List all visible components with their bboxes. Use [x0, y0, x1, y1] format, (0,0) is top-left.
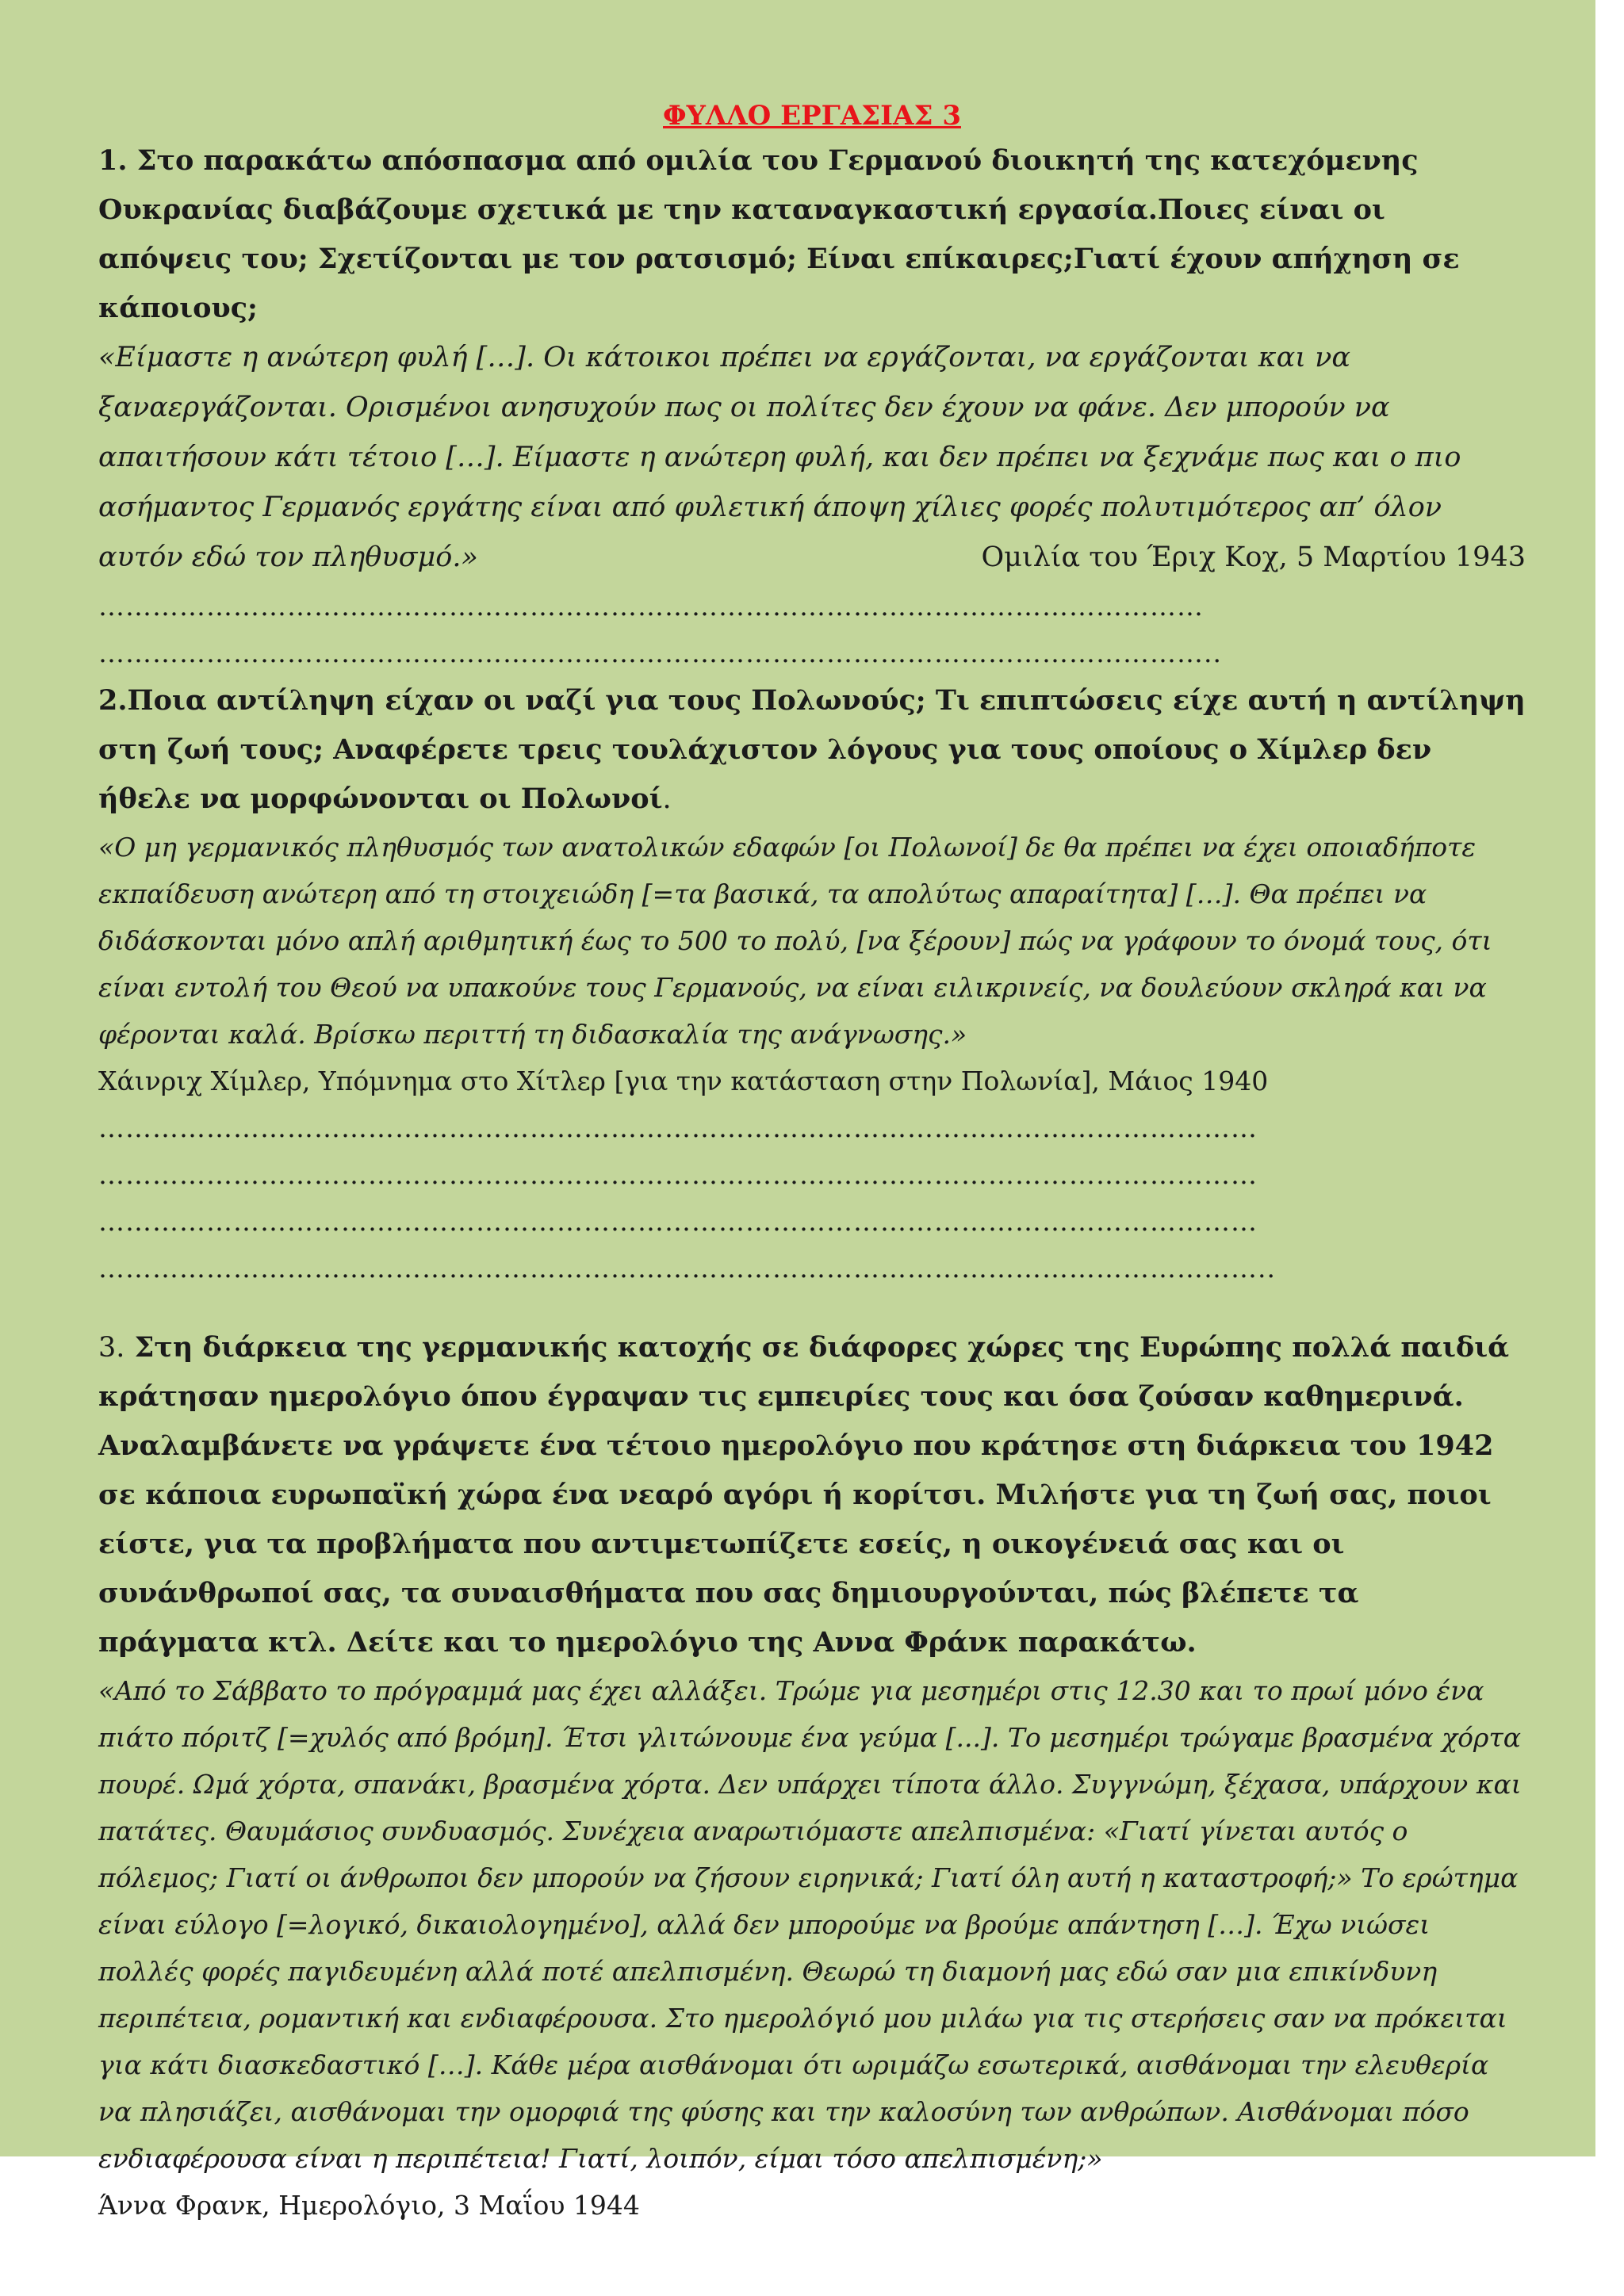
question-1-quote: «Είμαστε η ανώτερη φυλή […]. Οι κάτοικοι πρέπει να εργάζονται, να εργάζονται και να ξαναεργάζονται. Ορισμένοι ανησυχούν πως οι πολίτες δεν έχουν να φάνε. Δεν μπορούν να απαιτήσουν κάτι τέτοιο […]. Είμαστε η ανώτερη φυλή, και δεν πρέπει να ξεχνάμε πως και ο πιο ασήμαντος Γερμανός εργάτης είναι από φυλετική άποψη χίλιες φορές πολυτιμότερος απ’ όλον — [98, 342, 1461, 523]
question-3-source: Άννα Φρανκ, Ημερολόγιο, 3 Μαΐου 1944 — [98, 2190, 640, 2221]
answer-line[interactable]: ………………………………………………………………………………………………………………… — [98, 1159, 1258, 1190]
question-3-question: Στη διάρκεια της γερμανικής κατοχής σε διάφορες χώρες της Ευρώπης πολλά παιδιά κράτησαν ημερολόγιο όπου έγραψαν τις εμπειρίες τους και όσα ζούσαν καθημερινά. Αναλαμβάνετε να γράψετε ένα τέτοιο ημερολόγιο που κράτησε στη διάρκεια του 1942 σε κάποια ευρωπαϊκή χώρα ένα νεαρό αγόρι ή κορίτσι. Μιλήστε για τη ζωή σας, ποιοι είστε, για τα προβλήματα που αντιμετωπίζετε εσείς, η οικογένειά σας και οι συνάνθρωποί σας, τα συναισθήματα που σας δημιουργούνται, πώς βλέπετε τα πράγματα κτλ. Δείτε και το ημερολόγιο της Αννα Φράνκ παρακάτω. — [98, 1331, 1510, 1659]
worksheet-content — [98, 95, 1526, 2229]
question-1-quote-end-row — [98, 533, 1526, 583]
question-1-section — [98, 136, 1526, 676]
answer-line[interactable]: ………………………………………………………………………………………………………………….. — [98, 1253, 1276, 1284]
question-2-text — [98, 676, 1526, 824]
answer-line[interactable]: ………………………………………………………………………………………………………………… — [98, 1112, 1258, 1143]
question-3-text — [98, 1323, 1526, 1667]
question-2-quote: «Ο μη γερμανικός πληθυσμός των ανατολικών εδαφών [οι Πολωνοί] δε θα πρέπει να έχει οποιαδήποτε εκπαίδευση ανώτερη από τη στοιχειώδη [=τα βασικά, τα απολύτως απαραίτητα] […]. Θα πρέπει να διδάσκονται μόνο απλή αριθμητική έως το 500 το πολύ, [να ξέρουν] πώς να γράφουν το όνομά τους, ότι είναι εντολή του Θεού να υπακούνε τους Γερμανούς, να είναι ειλικρινείς, να δουλεύουν σκληρά και να φέρονται καλά. Βρίσκω περιττή τη διδασκαλία της ανάγνωσης.» — [98, 832, 1492, 1050]
question-2-period: . — [662, 783, 672, 815]
question-2-question: 2.Ποια αντίληψη είχαν οι ναζί για τους Πολωνούς; Τι επιπτώσεις είχε αυτή η αντίληψη στη ζωή τους; Αναφέρετε τρεις τουλάχιστον λόγους για τους οποίους ο Χίμλερ δεν ήθελε να μορφώνονται οι Πολωνοί — [98, 684, 1526, 815]
question-1-text: 1. Στο παρακάτω απόσπασμα από ομιλία του Γερμανού διοικητή της κατεχόμενης Ουκρανίας διαβάζουμε σχετικά με την καταναγκαστική εργασία.Ποιες είναι οι απόψεις του; Σχετίζονται με τον ρατσισμό; Είναι επίκαιρες;Γιατί έχουν απήχηση σε κάποιους; — [98, 144, 1460, 324]
question-3-number: 3. — [98, 1332, 125, 1364]
answer-line[interactable]: …………………………………………………………………………………………………………… — [98, 591, 1204, 622]
question-2-source: Χάινριχ Χίμλερ, Υπόμνημα στο Χίτλερ [για την κατάσταση στην Πολωνία], Μάιος 1940 — [98, 1066, 1269, 1096]
question-1-source: Ομιλία του Έριχ Κοχ, 5 Μαρτίου 1943 — [981, 541, 1526, 573]
question-1-quote-end: αυτόν εδώ τον πληθυσμό.» — [98, 541, 478, 573]
answer-line[interactable]: …………………………………………………………………………………………………………….. — [98, 637, 1222, 668]
question-3-quote: «Από το Σάββατο το πρόγραμμά μας έχει αλλάξει. Τρώμε για μεσημέρι στις 12.30 και το πρωί μόνο ένα πιάτο πόριτζ [=χυλός από βρόμη]. Έτσι γλιτώνουμε ένα γεύμα [...]. Το μεσημέρι τρώγαμε βρασμένα χόρτα πουρέ. Ωμά χόρτα, σπανάκι, βρασμένα χόρτα. Δεν υπάρχει τίποτα άλλο. Συγγνώμη, ξέχασα, υπάρχουν και πατάτες. Θαυμάσιος συνδυασμός. Συνέχεια αναρωτιόμαστε απελπισμένα: «Γιατί γίνεται αυτός ο πόλεμος; Γιατί οι άνθρωποι δεν μπορούν να ζήσουν ειρηνικά; Γιατί όλη αυτή η καταστροφή;» Το ερώτημα είναι εύλογο [=λογικό, δικαιολογημένο], αλλά δεν μπορούμε να βρούμε απάντηση […]. Έχω νιώσει πολλές φορές παγιδευμένη αλλά ποτέ απελπισμένη. Θεωρώ τη διαμονή μας εδώ σαν μια επικίνδυνη περιπέτεια, ρομαντική και ενδιαφέρουσα. Στο ημερολόγιό μου μιλάω για τις στερήσεις σαν να πρόκειται για κάτι διασκεδαστικό […]. Κάθε μέρα αισθάνομαι ότι ωριμάζω εσωτερικά, αισθάνομαι την ελευθερία να πλησιάζει, αισθάνομαι την ομορφιά της φύσης και την καλοσύνη των ανθρώπων. Αισθάνομαι πόσο ενδιαφέρουσα είναι η περιπέτεια! Γιατί, λοιπόν, είμαι τόσο απελπισμένη;» — [98, 1675, 1522, 2174]
question-2-section — [98, 676, 1526, 1292]
section-spacer — [98, 1292, 1526, 1323]
question-3-section — [98, 1323, 1526, 2229]
worksheet-title: ΦΥΛΛΟ ΕΡΓΑΣΙΑΣ 3 — [663, 100, 961, 132]
answer-line[interactable]: ………………………………………………………………………………………………………………… — [98, 1206, 1258, 1237]
